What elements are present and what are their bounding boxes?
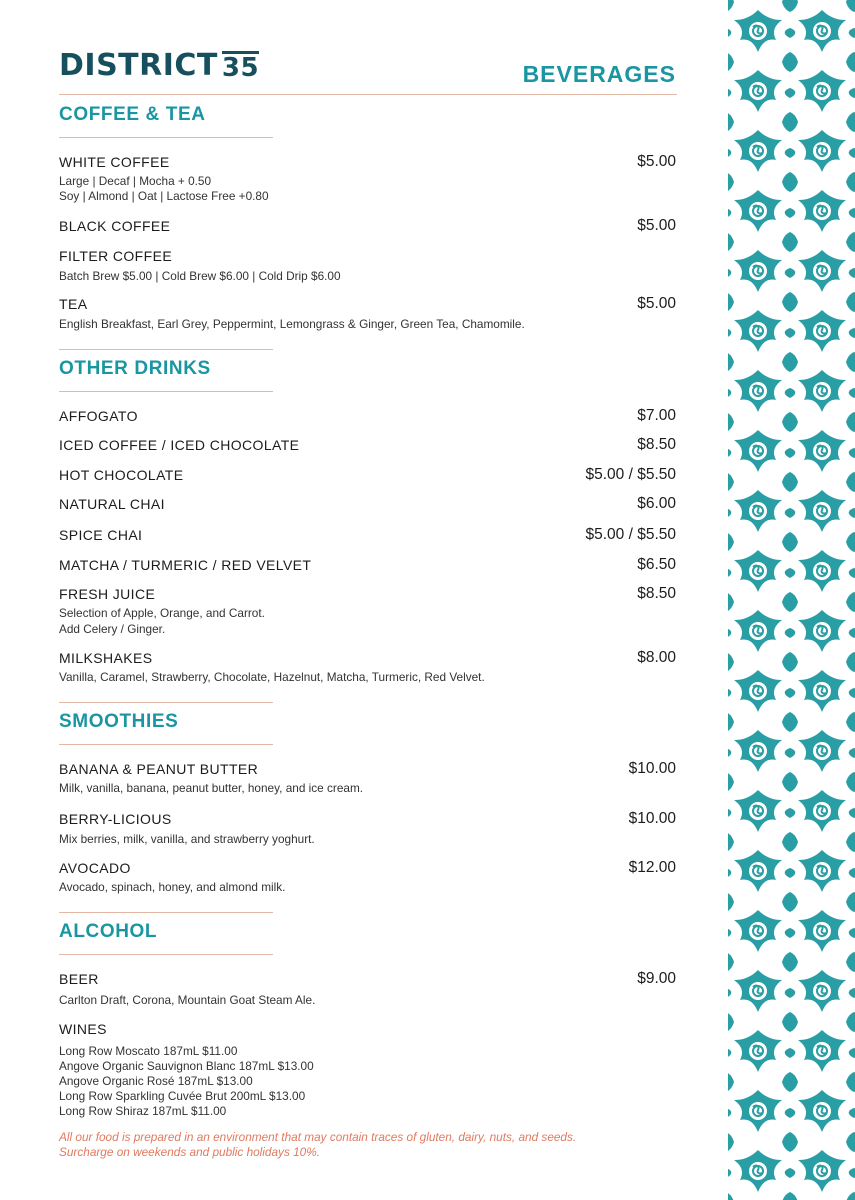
- section-divider: [59, 954, 273, 955]
- menu-item-name: BLACK COFFEE: [59, 218, 171, 234]
- menu-item-name: ICED COFFEE / ICED CHOCOLATE: [59, 437, 300, 453]
- menu-item-price: $6.00: [637, 495, 676, 512]
- wine-list-item: Angove Organic Sauvignon Blanc 187mL $13.00: [59, 1059, 314, 1073]
- menu-item-name: AFFOGATO: [59, 408, 138, 424]
- menu-item-price: $5.00 / $5.50: [585, 466, 676, 483]
- menu-item-price: $5.00 / $5.50: [585, 526, 676, 543]
- page-title: BEVERAGES: [522, 61, 676, 87]
- section-divider: [59, 702, 273, 703]
- menu-item-name: FRESH JUICE: [59, 586, 156, 602]
- section-divider: [59, 744, 273, 745]
- wine-list-item: Long Row Moscato 187mL $11.00: [59, 1044, 238, 1058]
- menu-item-desc: English Breakfast, Earl Grey, Peppermint, Lemongrass & Ginger, Green Tea, Chamomile.: [59, 317, 525, 331]
- floral-pattern-icon: [728, 0, 855, 1200]
- section-title-alcohol: ALCOHOL: [59, 921, 158, 942]
- menu-item-desc: Add Celery / Ginger.: [59, 622, 166, 636]
- section-divider: [59, 137, 273, 138]
- menu-item-name: WINES: [59, 1021, 107, 1037]
- menu-item-name: WHITE COFFEE: [59, 154, 170, 170]
- logo-number: 35: [221, 53, 260, 83]
- wine-list-item: Long Row Shiraz 187mL $11.00: [59, 1104, 227, 1118]
- menu-item-price: $9.00: [637, 970, 676, 987]
- menu-item-desc: Carlton Draft, Corona, Mountain Goat Steam Ale.: [59, 993, 316, 1007]
- wine-list-item: Long Row Sparkling Cuvée Brut 200mL $13.00: [59, 1089, 306, 1103]
- menu-item-name: MATCHA / TURMERIC / RED VELVET: [59, 557, 312, 573]
- header-divider: [59, 94, 677, 95]
- menu-item-price: $10.00: [628, 760, 676, 777]
- menu-item-name: BANANA & PEANUT BUTTER: [59, 761, 259, 777]
- section-divider: [59, 349, 273, 350]
- wine-list-item: Angove Organic Rosé 187mL $13.00: [59, 1074, 253, 1088]
- allergen-note-line: All our food is prepared in an environment that may contain traces of gluten, dairy, nuts, and seeds.: [59, 1130, 577, 1144]
- menu-item-name: FILTER COFFEE: [59, 248, 173, 264]
- menu-item-desc: Batch Brew $5.00 | Cold Brew $6.00 | Cold Drip $6.00: [59, 269, 341, 283]
- side-pattern: [728, 0, 855, 1200]
- menu-item-desc: Selection of Apple, Orange, and Carrot.: [59, 606, 265, 620]
- menu-item-name: BERRY-LICIOUS: [59, 811, 172, 827]
- menu-item-desc: Large | Decaf | Mocha + 0.50: [59, 174, 212, 188]
- menu-item-price: $7.00: [637, 407, 676, 424]
- menu-item-desc: Vanilla, Caramel, Strawberry, Chocolate, Hazelnut, Matcha, Turmeric, Red Velvet.: [59, 670, 485, 684]
- menu-item-name: TEA: [59, 296, 88, 312]
- surcharge-note-line: Surcharge on weekends and public holidays 10%.: [59, 1145, 321, 1159]
- allergen-note: [59, 1130, 576, 1160]
- menu-item-price: $12.00: [628, 859, 676, 876]
- menu-item-desc: Soy | Almond | Oat | Lactose Free +0.80: [59, 189, 269, 203]
- menu-item-desc: Avocado, spinach, honey, and almond milk.: [59, 880, 286, 894]
- menu-item-name: SPICE CHAI: [59, 527, 143, 543]
- menu-item-name: AVOCADO: [59, 860, 131, 876]
- district-35-logo: [59, 48, 259, 84]
- menu-item-name: MILKSHAKES: [59, 650, 153, 666]
- menu-item-name: BEER: [59, 971, 99, 987]
- menu-item-price: $8.50: [637, 585, 676, 602]
- menu-item-price: $5.00: [637, 295, 676, 312]
- section-title-coffee-tea: COFFEE & TEA: [59, 104, 206, 125]
- menu-item-price: $5.00: [637, 153, 676, 170]
- section-title-other-drinks: OTHER DRINKS: [59, 358, 211, 379]
- section-divider: [59, 391, 273, 392]
- menu-item-price: $5.00: [637, 217, 676, 234]
- menu-item-price: $8.50: [637, 436, 676, 453]
- section-divider: [59, 912, 273, 913]
- menu-item-name: NATURAL CHAI: [59, 496, 165, 512]
- section-title-smoothies: SMOOTHIES: [59, 711, 179, 732]
- menu-item-price: $8.00: [637, 649, 676, 666]
- menu-item-price: $10.00: [628, 810, 676, 827]
- menu-item-desc: Mix berries, milk, vanilla, and strawberry yoghurt.: [59, 832, 315, 846]
- menu-item-price: $6.50: [637, 556, 676, 573]
- menu-item-name: HOT CHOCOLATE: [59, 467, 184, 483]
- logo-text: DISTRICT: [59, 48, 218, 83]
- menu-item-desc: Milk, vanilla, banana, peanut butter, honey, and ice cream.: [59, 781, 364, 795]
